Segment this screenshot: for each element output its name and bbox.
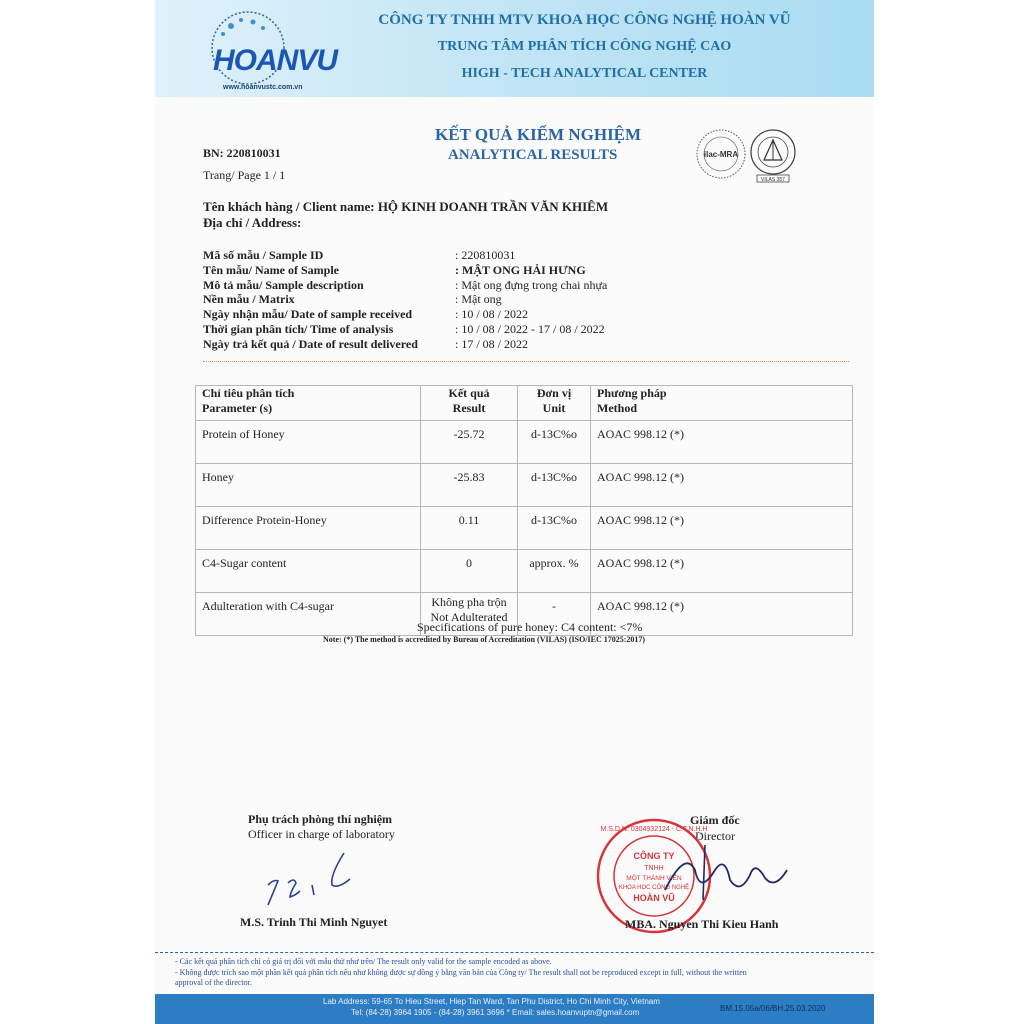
cell-method: AOAC 998.12 (*) [591,421,853,464]
form-code: BM.15.05a/06/BH.25.03.2020 [720,1004,826,1013]
table-row [196,507,853,550]
logo-wordmark: HOANVU [213,44,338,77]
header-result: Kết quả Result [421,386,518,421]
director-signature-icon [655,840,795,910]
company-name: CÔNG TY TNHH MTV KHOA HỌC CÔNG NGHỆ HOÀN VŨ [378,12,791,28]
header-parameter: Chỉ tiêu phân tích Parameter (s) [196,386,421,421]
sample-field-label: Ngày nhận mẫu/ Date of sample received [203,307,413,322]
seal-ring-text: M.S.D.N: 0304932124 - C.T.N.H.H [600,826,708,833]
svg-text:CÔNG TY: CÔNG TY [633,851,675,861]
sample-field-label: Thời gian phân tích/ Time of analysis [203,322,394,336]
client-name-value: HỘ KINH DOANH TRẦN VĂN KHIÊM [377,199,609,214]
sample-field-label: Tên mẫu/ Name of Sample [203,262,339,277]
sample-field-label: Mô tả mẫu/ Sample description [203,277,364,292]
lab-officer-title-vn: Phụ trách phòng thí nghiệm [248,812,393,826]
footer-bar [155,994,874,1024]
document-title-en: ANALYTICAL RESULTS [448,147,618,163]
cell-method: AOAC 998.12 (*) [591,550,853,593]
sample-field-value: : Mật ong [455,292,502,307]
cell-method: AOAC 998.12 (*) [591,593,853,636]
footer-divider [155,952,874,953]
document-page [155,0,874,1024]
sample-field-label: Nền mẫu / Matrix [203,292,295,307]
lab-contact: Tel: (84-28) 3964 1905 - (84-28) 3961 3696 * Email: sales.hoanvuptn@gmail.com [351,1008,640,1017]
cell-unit: d-13C%o [518,464,591,507]
logo-url: www.hoanvustc.com.vn [223,84,303,91]
page-indicator: Trang/ Page 1 / 1 [203,168,286,182]
footer-note-reproduction: - Không được trích sao một phần kết quả phân tích nếu như không được sự đồng ý bằng văn bản của Công ty/ The result shall not be reproduced except in full, without the written [175,968,747,977]
table-row [196,464,853,507]
director-name: MBA. Nguyen Thi Kieu Hanh [625,917,779,931]
cell-unit: approx. % [518,550,591,593]
cell-result: -25.83 [421,464,518,507]
header-unit: Đơn vị Unit [518,386,591,421]
cell-result: Không pha trộn Not Adulterated [421,593,518,636]
section-divider [203,361,849,362]
sample-field-label: Mã số mẫu / Sample ID [203,248,324,262]
lab-officer-title-en: Officer in charge of laboratory [248,827,395,841]
lab-address: Lab Address: 59-65 To Hieu Street, Hiep Tan Ward, Tan Phu District, Ho Chi Minh City, Vietnam [323,997,660,1006]
letterhead [155,0,874,97]
cell-parameter: C4-Sugar content [196,550,421,593]
document-number: BN: 220810031 [203,146,281,160]
cell-result: 0.11 [421,507,518,550]
client-name-row [203,199,608,215]
cell-result: 0 [421,550,518,593]
cell-unit: d-13C%o [518,421,591,464]
cell-parameter: Protein of Honey [196,421,421,464]
cell-method: AOAC 998.12 (*) [591,464,853,507]
lab-officer-signature-icon [260,845,380,910]
director-title-vn: Giám đốc [690,813,740,827]
document-title-vn: KẾT QUẢ KIỂM NGHIỆM [435,125,642,144]
cell-parameter: Adulteration with C4-sugar [196,593,421,636]
sample-field-value: : Mật ong đựng trong chai nhựa [455,277,608,292]
ilac-mra-badge-icon [695,128,747,180]
sample-field-value: : 10 / 08 / 2022 [455,307,529,322]
svg-text:ilac-MRA: ilac-MRA [703,150,739,159]
client-address-label: Địa chỉ / Address: [203,215,302,230]
lab-officer-name: M.S. Trinh Thi Minh Nguyet [240,915,388,929]
cell-unit: d-13C%o [518,507,591,550]
footer-note-approval: approval of the director. [175,978,252,987]
cell-parameter: Honey [196,464,421,507]
svg-text:KHOA HỌC CÔNG NGHỆ: KHOA HỌC CÔNG NGHỆ [618,885,690,891]
table-header-row [196,386,853,421]
cell-parameter: Difference Protein-Honey [196,507,421,550]
sample-field-value: : 17 / 08 / 2022 [455,336,529,351]
sample-field-value: : MẬT ONG HẢI HƯNG [455,262,586,277]
table-row [196,421,853,464]
boa-accreditation-badge-icon [749,128,797,184]
cell-method: AOAC 998.12 (*) [591,507,853,550]
header-method: Phương pháp Method [591,386,853,421]
sample-field-label: Ngày trả kết quả / Date of result delivered [203,336,418,351]
svg-text:HOÀN VŨ: HOÀN VŨ [633,893,675,903]
cell-result: -25.72 [421,421,518,464]
svg-text:TNHH: TNHH [644,865,664,872]
svg-text:VILAS 357: VILAS 357 [761,177,785,183]
table-row [196,550,853,593]
center-name-vn: TRUNG TÂM PHÂN TÍCH CÔNG NGHỆ CAO [437,39,732,54]
sample-field-value: : 10 / 08 / 2022 - 17 / 08 / 2022 [455,322,605,336]
accreditation-note: Note: (*) The method is accredited by Bureau of Accreditation (VILAS) (ISO/IEC 17025:2017) [323,635,646,644]
director-title-en: Director [695,829,735,843]
client-name-label: Tên khách hàng / Client name: [203,199,375,214]
honey-specification: Specifications of pure honey: C4 content: <7% [417,620,643,634]
center-name-en: HIGH - TECH ANALYTICAL CENTER [461,66,708,81]
cell-unit: - [518,593,591,636]
svg-text:MỘT THÀNH VIÊN: MỘT THÀNH VIÊN [626,875,682,882]
sample-field-value: : 220810031 [455,248,516,262]
results-table [195,385,853,636]
footer-note-validity: - Các kết quả phân tích chỉ có giá trị đối với mẫu thử như trên/ The result only valid for the sample encoded as above. [175,957,552,966]
